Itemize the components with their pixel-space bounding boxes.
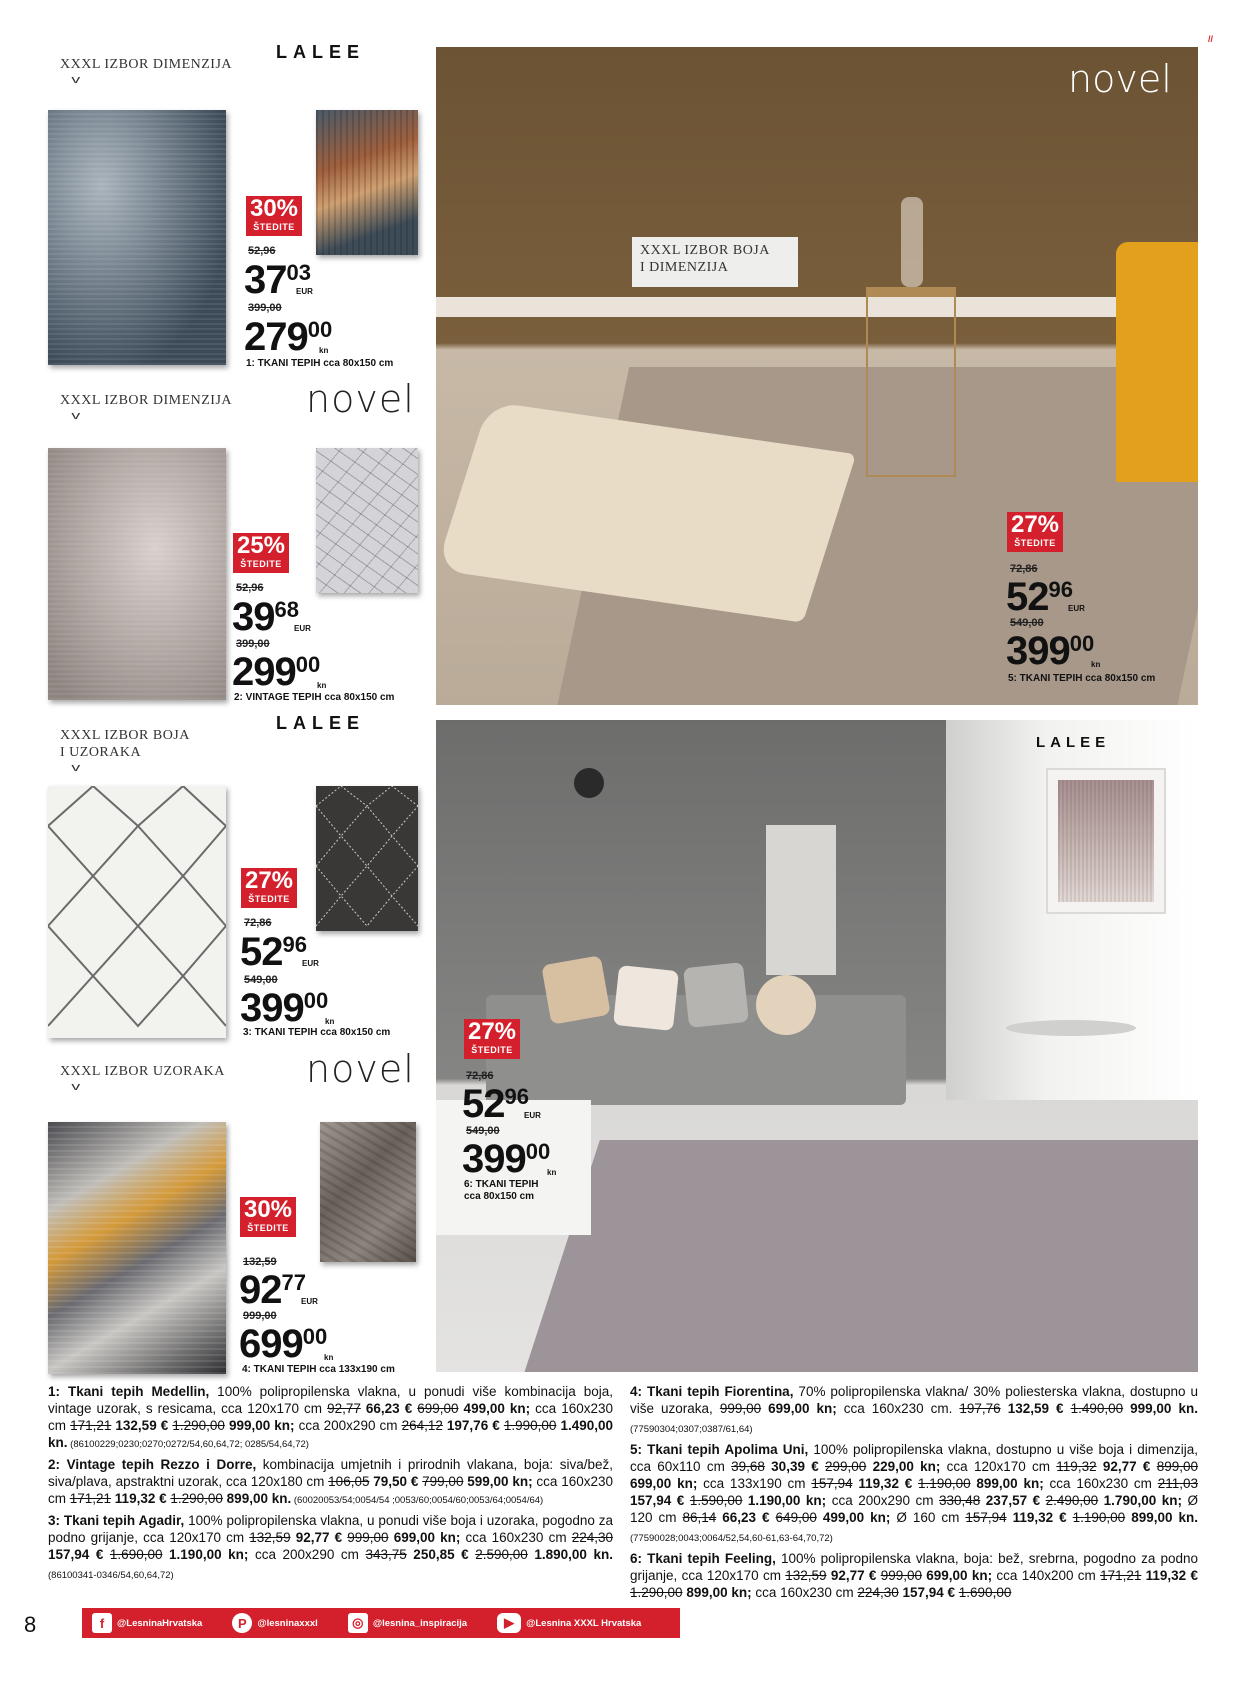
chevron-down-icon: v <box>71 410 81 422</box>
discount-badge: 25% ŠTEDITE <box>233 533 289 573</box>
old-price-eur: 72,86 <box>1010 563 1038 575</box>
brand-logo: novel <box>1068 57 1172 101</box>
product-caption: 4: TKANI TEPIH cca 133x190 cm <box>242 1364 395 1375</box>
old-price-kn: 399,00 <box>236 638 270 650</box>
youtube-link[interactable] <box>497 1613 641 1633</box>
description-3: 3: Tkani tepih Agadir, 100% polipropilenska vlakna, u ponudi više boja i uzoraka, pogodno za podno grijanje, cca 120x170 cm 132,59 92,77 € 999,00 699,00 kn; cca 160x230 cm 224,30 157,94 € 1.690,00 1.190,00 kn; cca 200x290 cm 343,75 250,85 € 2.590,00 1.890,00 kn. (86100341-0346/54,60,64,72) <box>48 1513 613 1581</box>
price-kn: 69900 kn <box>239 1322 334 1366</box>
pinterest-handle: @lesninaxxxl <box>257 1617 318 1629</box>
description-2: 2: Vintage tepih Rezzo i Dorre, kombinacija umjetnih i prirodnih vlakana, boja: siva/bež, siva/plava, apstraktni uzorak, cca 120x180 cm 106,05 79,50 € 799,00 599,00 kn; cca 160x230 cm 171,21 119,32 € 1.290,00 899,00 kn. (60020053/54;0054/54 ;0053/60;0054/60;0053/64;0054/64) <box>48 1457 613 1506</box>
description-6: 6: Tkani tepih Feeling, 100% polipropilenska vlakna, boja: bež, srebrna, pogodno za podno grijanje, cca 120x170 cm 132,59 92,77 € 999,00 699,00 kn; cca 140x200 cm 171,21 119,32 € 1.290,00 899,00 kn; cca 160x230 cm 224,30 157,94 € 1.690,00 <box>630 1551 1198 1600</box>
rug-image-large <box>48 110 226 365</box>
rug-image-small <box>316 448 418 593</box>
cushion <box>613 965 679 1031</box>
cushion <box>683 962 749 1028</box>
old-price-kn: 999,00 <box>243 1310 277 1322</box>
youtube-handle: @Lesnina XXXL Hrvatska <box>526 1617 642 1629</box>
callout-text-2: I DIMENZIJA <box>640 260 729 275</box>
old-price-kn: 399,00 <box>248 302 282 314</box>
corner-mark: // <box>1208 34 1214 44</box>
facebook-link[interactable] <box>92 1613 202 1633</box>
product-caption-line2: cca 80x150 cm <box>464 1191 535 1202</box>
old-price-kn: 549,00 <box>1010 617 1044 629</box>
rug-image-small <box>320 1122 416 1262</box>
coffee-table <box>1006 1020 1136 1036</box>
price-eur: 5296 EUR <box>240 930 319 974</box>
price-kn: 39900 kn <box>1006 629 1101 673</box>
armchair <box>1116 242 1198 482</box>
product-caption: 3: TKANI TEPIH cca 80x150 cm <box>243 1027 391 1038</box>
product-caption: 6: TKANI TEPIH <box>464 1179 539 1190</box>
description-5: 5: Tkani tepih Apolima Uni, 100% polipropilenska vlakna, dostupno u više boja i dimenzija, cca 60x110 cm 39,68 30,39 € 299,00 229,00 kn; cca 120x170 cm 119,32 92,77 € 899,00 699,00 kn; cca 133x190 cm 157,94 119,32 € 1.190,00 899,00 kn; cca 160x230 cm 211,03 157,94 € 1.590,00 1.190,00 kn; cca 200x290 cm 330,48 237,57 € 2.490,00 1.790,00 kn; Ø 120 cm 86,14 66,23 € 649,00 499,00 kn; Ø 160 cm 157,94 119,32 € 1.190,00 899,00 kn. (77590028;0043;0064/52,54,60-61,63-64,70,72) <box>630 1442 1199 1544</box>
price-eur: 9277 EUR <box>239 1268 318 1312</box>
description-1: 1: Tkani tepih Medellin, 100% polipropilenska vlakna, u ponudi više kombinacija boja, vintage uzorak, s resicama, cca 120x170 cm 92,77 66,23 € 699,00 499,00 kn; cca 160x230 cm 171,21 132,59 € 1.290,00 999,00 kn; cca 200x290 cm 264,12 197,76 € 1.990,00 1.490,00 kn. (86100229;0230;0270;0272/54,60,64,72; 0285/54,64,72) <box>48 1384 613 1450</box>
price-eur: 3968 EUR <box>232 595 311 639</box>
social-bar <box>82 1608 680 1638</box>
rug-image-large <box>48 786 226 1038</box>
room-photo-top <box>436 47 1198 705</box>
description-4: 4: Tkani tepih Fiorentina, 70% polipropilenska vlakna/ 30% poliesterska vlakna, dostupno u više uzoraka, 999,00 699,00 kn; cca 160x230 cm. 197,76 132,59 € 1.490,00 999,00 kn. (77590304;0307;0387/61,64) <box>630 1384 1199 1435</box>
discount-badge: 30% ŠTEDITE <box>240 1197 296 1237</box>
price-kn: 39900 kn <box>462 1137 557 1181</box>
cushion <box>541 955 611 1025</box>
size-tag: XXXL IZBOR BOJA <box>60 728 190 743</box>
pinterest-link[interactable] <box>232 1613 318 1633</box>
rug-image-large <box>48 1122 226 1374</box>
discount-badge: 27% ŠTEDITE <box>1007 512 1063 552</box>
instagram-handle: @lesnina_inspiracija <box>372 1617 468 1629</box>
brand-logo: novel <box>306 1047 415 1091</box>
price-eur: 5296 EUR <box>462 1082 541 1126</box>
pinterest-icon: P <box>232 1613 252 1633</box>
product-caption: 1: TKANI TEPIH cca 80x150 cm <box>246 358 394 369</box>
rug-image-large <box>48 448 226 700</box>
price-eur: 3703 EUR <box>244 258 313 302</box>
old-price-eur: 72,86 <box>466 1070 494 1082</box>
size-tag: XXXL IZBOR DIMENZIJA <box>60 393 233 408</box>
discount-badge: 27% ŠTEDITE <box>464 1019 520 1059</box>
discount-badge: 30% ŠTEDITE <box>246 196 302 236</box>
old-price-eur: 52,96 <box>248 245 276 257</box>
callout-box <box>632 237 798 287</box>
brand-logo: LALEE <box>276 42 366 62</box>
size-tag-line2: I UZORAKA <box>60 745 142 760</box>
price-kn: 29900 kn <box>232 650 327 694</box>
cushion <box>756 975 816 1035</box>
old-price-eur: 72,86 <box>244 917 272 929</box>
old-price-eur: 132,59 <box>243 1256 277 1268</box>
room-photo-bottom <box>436 720 1198 1372</box>
youtube-icon: ▶ <box>497 1613 521 1633</box>
discount-badge: 27% ŠTEDITE <box>241 868 297 908</box>
baseboard <box>436 297 1198 317</box>
description-column-right <box>630 1383 1198 1601</box>
carpet <box>512 1140 1198 1372</box>
chevron-down-icon: v <box>71 74 81 86</box>
rug-image-small <box>316 786 418 931</box>
callout-text-1: XXXL IZBOR BOJA <box>640 243 770 258</box>
description-column-left <box>48 1383 613 1584</box>
old-price-kn: 549,00 <box>244 974 278 986</box>
price-kn: 27900 kn <box>244 315 333 359</box>
product-caption: 2: VINTAGE TEPIH cca 80x150 cm <box>234 692 395 703</box>
brand-logo: LALEE <box>1036 734 1111 751</box>
price-eur: 5296 EUR <box>1006 575 1085 619</box>
chevron-down-icon: v <box>71 762 81 774</box>
old-price-kn: 549,00 <box>466 1125 500 1137</box>
instagram-link[interactable] <box>348 1613 467 1633</box>
wall-rug-sample <box>1046 768 1166 914</box>
chevron-down-icon: v <box>71 1081 81 1093</box>
side-table <box>866 287 956 477</box>
diamond-pattern <box>48 786 226 1038</box>
vase <box>901 197 923 287</box>
facebook-handle: @LesninaHrvatska <box>117 1617 203 1629</box>
diamond-pattern-dark <box>316 786 418 931</box>
product-caption: 5: TKANI TEPIH cca 80x150 cm <box>1008 673 1156 684</box>
wooden-crate <box>766 825 836 975</box>
size-tag: XXXL IZBOR UZORAKA <box>60 1064 225 1079</box>
size-tag: XXXL IZBOR DIMENZIJA <box>60 57 233 72</box>
instagram-icon: ◎ <box>348 1613 368 1633</box>
facebook-icon: f <box>92 1613 112 1633</box>
brand-logo: LALEE <box>276 713 366 733</box>
rug-image-small <box>316 110 418 255</box>
price-kn: 39900 kn <box>240 986 335 1030</box>
old-price-eur: 52,96 <box>236 582 264 594</box>
pendant-lamp <box>574 768 604 798</box>
page-number: 8 <box>24 1612 37 1637</box>
brand-logo: novel <box>306 377 415 421</box>
